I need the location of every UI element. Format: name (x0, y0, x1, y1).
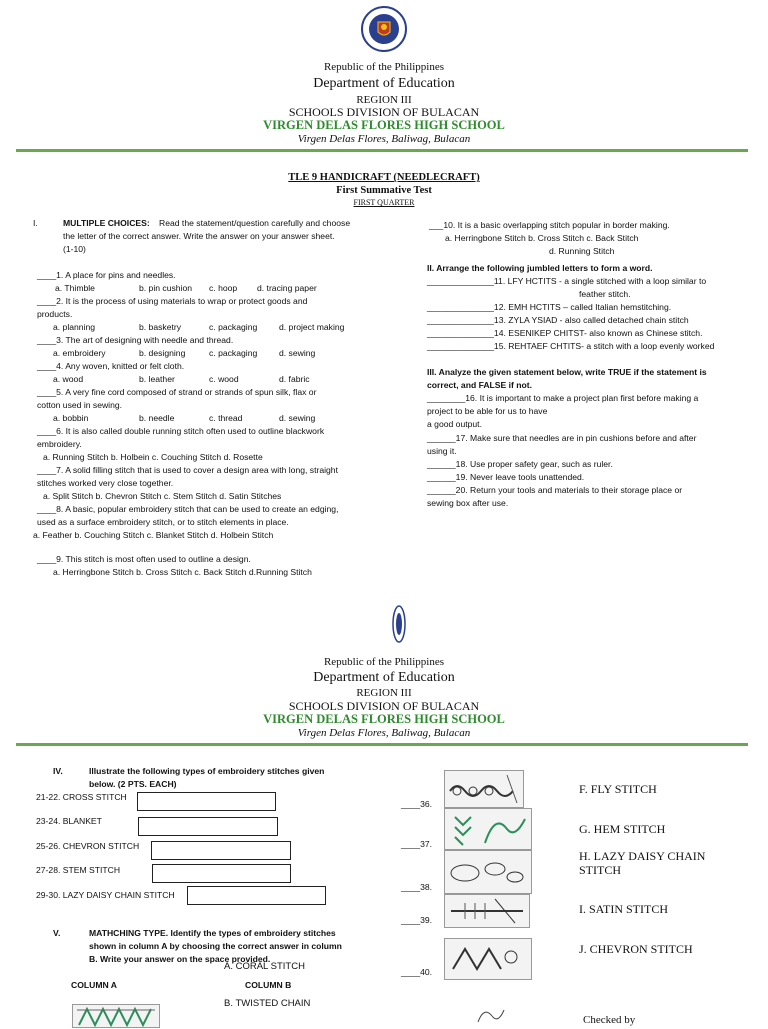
illustrate-item-label: 21-22. CROSS STITCH (36, 792, 127, 802)
q7-stem: ____7. A solid filling stitch that is used to cover a design area with long, straight (37, 465, 338, 475)
column-b-option-b: B. TWISTED CHAIN (224, 998, 311, 1009)
matching-blank-40[interactable]: ____40. (401, 967, 433, 977)
illustrate-item-label: 27-28. STEM STITCH (36, 865, 121, 875)
matching-blank-39[interactable]: ____39. (401, 915, 433, 925)
header-divider (16, 149, 748, 152)
section5-heading-cont: shown in column A by choosing the correct answer in column (89, 941, 342, 951)
section1-label: MULTIPLE CHOICES: (63, 218, 150, 228)
q12: ______________12. EMH HCTITS – called Italian hemstitching. (427, 302, 672, 312)
republic-line: Republic of the Philippines (323, 656, 445, 668)
stitch-illustration-icon (444, 850, 532, 894)
q6-options: a. Running Stitch b. Holbein c. Couching Stitch d. Rosette (43, 452, 263, 462)
q16-cont2: a good output. (427, 419, 482, 429)
illustrate-item-label: 25-26. CHEVRON STITCH (36, 841, 140, 851)
column-b-option-j: J. CHEVRON STITCH (579, 942, 693, 956)
school-name: VIRGEN DELAS FLORES HIGH SCHOOL (263, 712, 505, 726)
stitch-illustration-icon (444, 770, 524, 808)
illustrate-lazy-daisy-box[interactable] (187, 886, 326, 905)
illustrate-stem-stitch-box[interactable] (152, 864, 291, 883)
school-name: VIRGEN DELAS FLORES HIGH SCHOOL (263, 118, 505, 132)
q14: ______________14. ESENIKEP CHITST- also known as Chinese stitch. (427, 328, 703, 338)
q8-stem: ____8. A basic, popular embroidery stitch that can be used to create an edging, (37, 504, 339, 514)
q3-option-d: d. sewing (279, 348, 316, 358)
section1-num: I. (33, 218, 38, 228)
signature-icon (474, 1004, 514, 1024)
q20-cont: sewing box after use. (427, 498, 509, 508)
q7-stem-cont: stitches worked very close together. (37, 478, 174, 488)
q8-stem-cont: used as a surface embroidery stitch, or to stitch elements in place. (37, 517, 289, 527)
q5-option-b: b. needle (139, 413, 175, 423)
q9-stem: ____9. This stitch is most often used to outline a design. (37, 554, 251, 564)
q6-stem: ____6. It is also called double running stitch often used to outline blackwork (37, 426, 325, 436)
section1-instructions-3: (1-10) (63, 244, 86, 254)
q10-options: a. Herringbone Stitch b. Cross Stitch c. Back Stitch (445, 233, 639, 243)
illustrate-blanket-box[interactable] (138, 817, 278, 836)
q5-option-a: a. bobbin (53, 413, 89, 423)
q18: ______18. Use proper safety gear, such as ruler. (427, 459, 613, 469)
q11: ______________11. LFY HCTITS - a single stitched with a loop similar to (427, 276, 707, 286)
illustrate-item-label: 23-24. BLANKET (36, 816, 102, 826)
section2-heading: II. Arrange the following jumbled letters to form a word. (427, 263, 653, 273)
q19: ______19. Never leave tools unattended. (427, 472, 585, 482)
q8-options: a. Feather b. Couching Stitch c. Blanket Stitch d. Holbein Stitch (33, 530, 274, 540)
q20: ______20. Return your tools and materials to their storage place or (427, 485, 683, 495)
q4-option-a: a. wood (53, 374, 84, 384)
stitch-illustration-icon (444, 938, 532, 980)
section5-heading-cont2: B. Write your answer on the space provided. (89, 954, 271, 964)
q3-stem: ____3. The art of designing with needle and thread. (37, 335, 234, 345)
division-line: SCHOOLS DIVISION OF BULACAN (288, 105, 480, 119)
section3-heading-cont: correct, and FALSE if not. (427, 380, 533, 390)
matching-blank-37[interactable]: ____37. (401, 839, 433, 849)
q16-cont: project to be able for us to have (427, 406, 548, 416)
division-line: SCHOOLS DIVISION OF BULACAN (288, 699, 480, 713)
school-address: Virgen Delas Flores, Baliwag, Bulacan (297, 727, 471, 739)
q5-stem-cont: cotton used in sewing. (37, 400, 123, 410)
test-title: TLE 9 HANDICRAFT (NEEDLECRAFT) (288, 172, 480, 183)
q4-option-b: b. leather (139, 374, 175, 384)
matching-blank-38[interactable]: ____38. (401, 882, 433, 892)
region-line: REGION III (356, 94, 412, 106)
q9-options: a. Herringbone Stitch b. Cross Stitch c. Back Stitch d.Running Stitch (53, 567, 312, 577)
section3-heading: III. Analyze the given statement below, write TRUE if the statement is (427, 367, 707, 377)
republic-line: Republic of the Philippines (323, 61, 445, 73)
q15: ______________15. REHTAEF CHTITS- a stitch with a loop evenly worked (427, 341, 715, 351)
stitch-illustration-icon (72, 1004, 160, 1028)
q13: ______________13. ZYLA YSIAD - also called detached chain stitch (427, 315, 689, 325)
q4-option-d: d. fabric (279, 374, 310, 384)
column-b-option-f: F. FLY STITCH (579, 782, 657, 796)
q1-stem: ____1. A place for pins and needles. (37, 270, 176, 280)
q5-option-c: c. thread (209, 413, 243, 423)
school-address: Virgen Delas Flores, Baliwag, Bulacan (297, 133, 471, 145)
column-b-option-i: I. SATIN STITCH (579, 902, 668, 916)
q3-option-a: a. embroidery (53, 348, 106, 358)
matching-blank-36[interactable]: ____36. (401, 799, 433, 809)
region-line: REGION III (356, 687, 412, 699)
q10-option-d: d. Running Stitch (549, 246, 615, 256)
q5-stem: ____5. A very fine cord composed of strand or strands of spun silk, flax or (37, 387, 317, 397)
deped-seal-icon (392, 604, 406, 644)
q1-option-b: b. pin cushion (139, 283, 193, 293)
q1-option-d: d. tracing paper (257, 283, 317, 293)
department-line: Department of Education (313, 76, 455, 91)
illustrate-cross-stitch-box[interactable] (137, 792, 276, 811)
illustrate-item-label: 29-30. LAZY DAISY CHAIN STITCH (36, 890, 175, 900)
q3-option-c: c. packaging (209, 348, 258, 358)
section4-heading-cont: below. (2 PTS. EACH) (89, 779, 177, 789)
q17: ______17. Make sure that needles are in pin cushions before and after (427, 433, 697, 443)
stitch-illustration-icon (444, 808, 532, 850)
q2-option-b: b. basketry (139, 322, 182, 332)
q1-option-c: c. hoop (209, 283, 238, 293)
department-line: Department of Education (313, 670, 455, 685)
q16: ________16. It is important to make a project plan first before making a (427, 393, 699, 403)
column-b-option-a: A. CORAL STITCH (224, 961, 305, 972)
test-subtitle: First Summative Test (336, 185, 432, 196)
q6-stem-cont: embroidery. (37, 439, 82, 449)
quarter-label: FIRST QUARTER (353, 198, 415, 207)
deped-seal-icon (361, 6, 407, 52)
column-b-option-h: H. LAZY DAISY CHAIN STITCH (579, 849, 706, 877)
checked-by-label: Checked by (583, 1014, 636, 1026)
section4-num: IV. (53, 766, 63, 776)
q10-stem: ___10. It is a basic overlapping stitch popular in border making. (429, 220, 670, 230)
column-b-header: COLUMN B (245, 980, 292, 990)
q2-option-a: a. planning (53, 322, 96, 332)
q2-option-d: d. project making (279, 322, 345, 332)
section1-instructions-1: Read the statement/question carefully and choose (159, 218, 351, 228)
q4-stem: ____4. Any woven, knitted or felt cloth. (37, 361, 185, 371)
header-divider (16, 743, 748, 746)
section5-heading: MATHCHING TYPE. Identify the types of embroidery stitches (89, 928, 336, 938)
column-a-header: COLUMN A (71, 980, 117, 990)
section5-num: V. (53, 928, 61, 938)
q4-option-c: c. wood (209, 374, 239, 384)
section4-heading: Illustrate the following types of embroidery stitches given (89, 766, 325, 776)
q2-stem: ____2. It is the process of using materials to wrap or protect goods and (37, 296, 308, 306)
stitch-illustration-icon (444, 894, 530, 928)
q1-option-a: a. Thimble (55, 283, 95, 293)
column-b-option-g: G. HEM STITCH (579, 822, 666, 836)
q7-options: a. Split Stitch b. Chevron Stitch c. Stem Stitch d. Satin Stitches (43, 491, 282, 501)
illustrate-chevron-stitch-box[interactable] (151, 841, 291, 860)
q2-stem-cont: products. (37, 309, 73, 319)
section1-instructions-2: the letter of the correct answer. Write the answer on your answer sheet. (63, 231, 335, 241)
q3-option-b: b. designing (139, 348, 186, 358)
q17-cont: using it. (427, 446, 457, 456)
q2-option-c: c. packaging (209, 322, 258, 332)
q5-option-d: d. sewing (279, 413, 316, 423)
q11-cont: feather stitch. (579, 289, 631, 299)
